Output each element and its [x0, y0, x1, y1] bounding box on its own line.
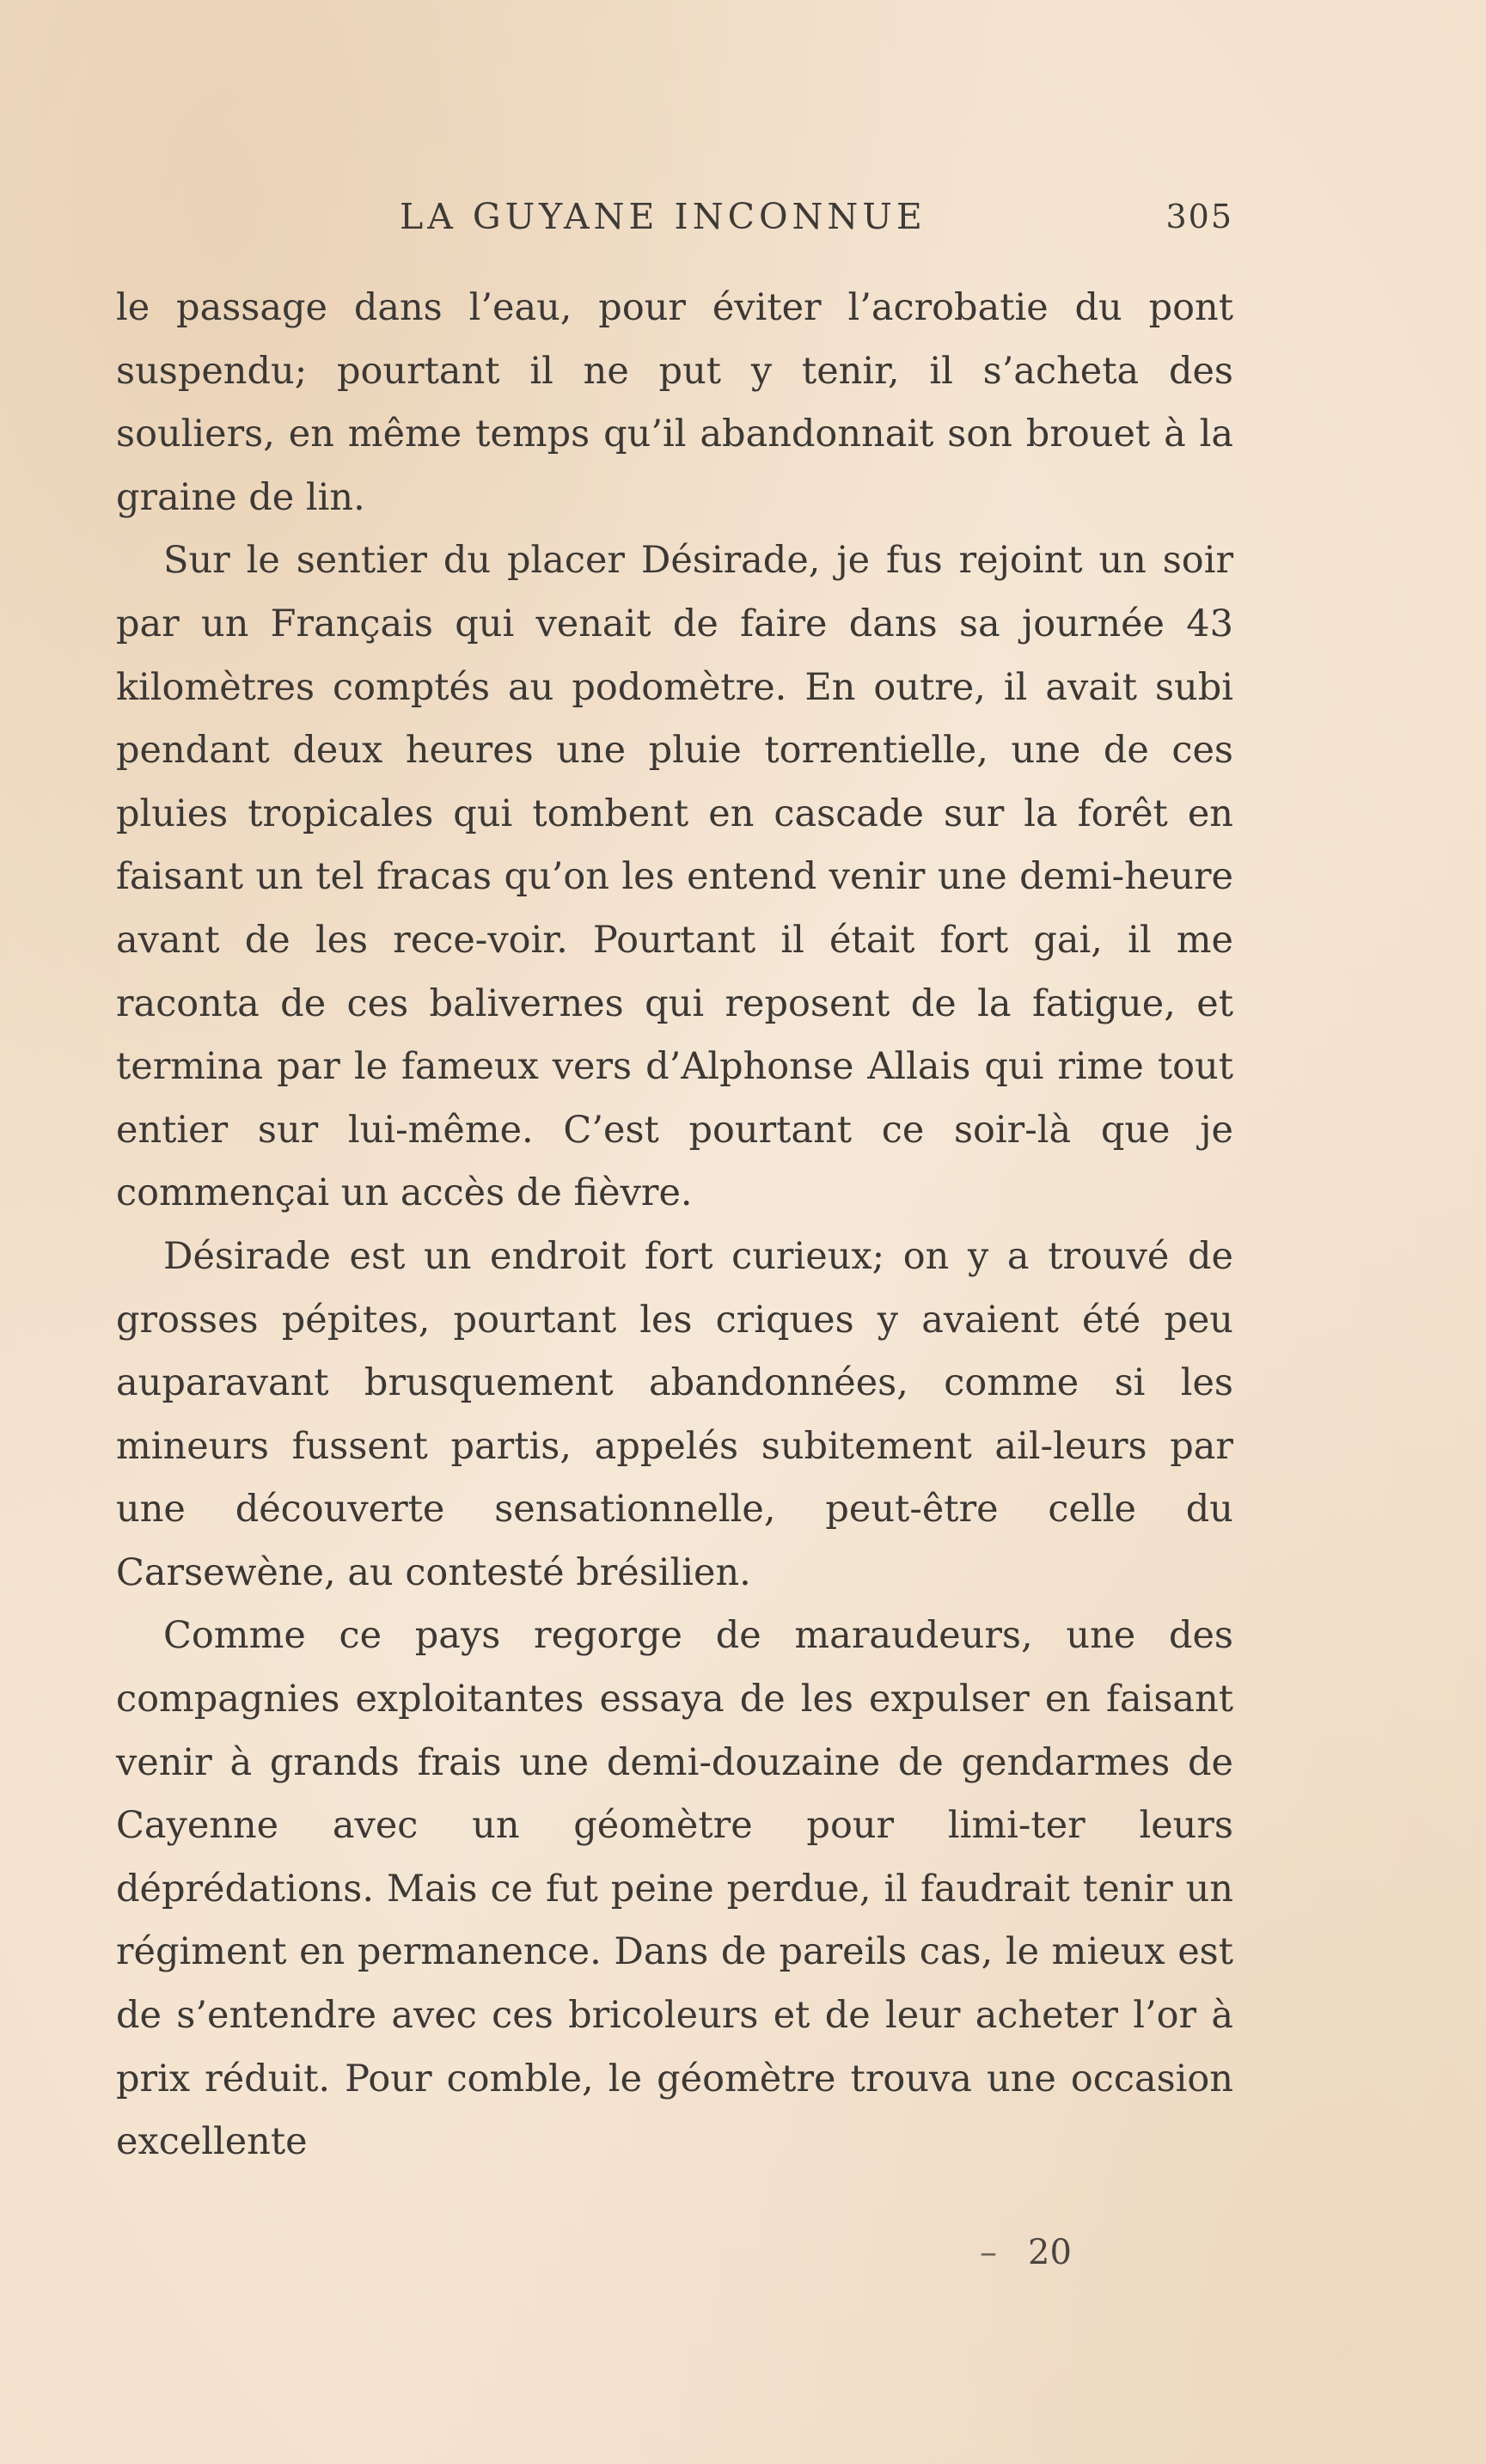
signature-dash: –: [980, 2233, 997, 2272]
signature-mark: [980, 2233, 1072, 2272]
paragraph-maraudeurs: Comme ce pays regorge de maraudeurs, une des compagnies exploitantes essaya de les expulser en faisant venir à grands frais une demi-douzaine de gendarmes de Cayenne avec un géomètre pour limi-ter leurs déprédations. Mais ce fut peine perdue, il faudrait tenir un régiment en permanence. Dans de pareils cas, le mieux est de s’entendre avec ces bricoleurs et de leur acheter l’or à prix réduit. Pour comble, le géomètre trouva une occasion excellente: [116, 1614, 1233, 2164]
paragraph-desirade: Désirade est un endroit fort curieux; on y a trouvé de grosses pépites, pourtant les criques y avaient été peu auparavant brusquement abandonnées, comme si les mineurs fussent partis, appelés subitement ail-leurs par une découverte sensationnelle, peut-être celle du Carsewène, au contesté brésilien.: [116, 1234, 1233, 1594]
page-number: 305: [1165, 198, 1233, 235]
signature-number: 20: [1028, 2233, 1072, 2272]
running-head-title: LA GUYANE INCONNUE: [400, 196, 926, 237]
body-text: [116, 277, 1233, 2174]
running-head: [116, 196, 1233, 248]
paragraph-continuation: le passage dans l’eau, pour éviter l’acrobatie du pont suspendu; pourtant il ne put y tenir, il s’acheta des souliers, en même temps qu’il abandonnait son brouet à la graine de lin.: [116, 286, 1233, 519]
paragraph-sentier: Sur le sentier du placer Désirade, je fus rejoint un soir par un Français qui venait de faire dans sa journée 43 kilomètres comptés au podomètre. En outre, il avait subi pendant deux heures une pluie torrentielle, une de ces pluies tropicales qui tombent en cascade sur la forêt en faisant un tel fracas qu’on les entend venir une demi-heure avant de les rece-voir. Pourtant il était fort gai, il me raconta de ces balivernes qui reposent de la fatigue, et termina par le fameux vers d’Alphonse Allais qui rime tout entier sur lui-même. C’est pourtant ce soir-là que je commençai un accès de fièvre.: [116, 539, 1233, 1215]
